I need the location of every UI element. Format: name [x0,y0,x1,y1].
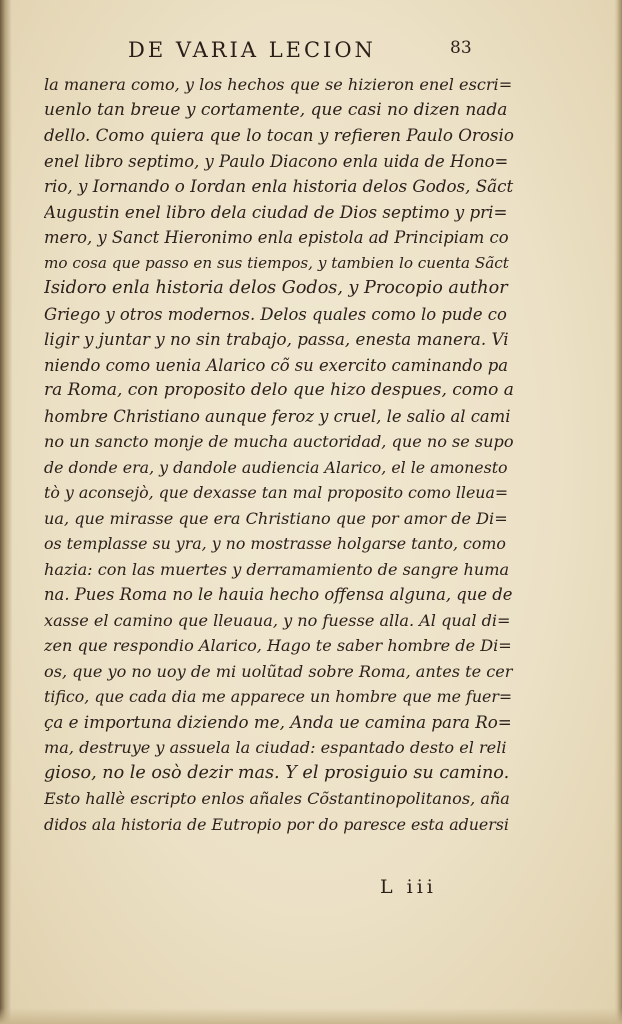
text-line: Augustin enel libro dela ciudad de Dios septimo y pri= [44,201,508,222]
page-gutter-shadow [0,0,12,1024]
text-line: hazia: con las muertes y derramamiento de sangre huma [44,559,510,579]
text-line: mero, y Sanct Hieronimo enla epistola ad Principiam co [44,228,509,247]
text-line: zen que respondio Alarico, Hago te saber hombre de Di= [44,636,512,655]
page-edge [614,0,622,1024]
text-line: uenlo tan breue y cortamente, que casi no dizen nada [44,99,508,120]
text-line: ra Roma, con proposito delo que hizo despues, como a [44,380,514,400]
text-line: de donde era, y dandole audiencia Alarico, el le amonesto [44,457,508,477]
text-line: ligir y juntar y no sin trabajo, passa, enesta manera. Vi [44,329,509,349]
page-bottom-edge [0,1008,622,1024]
text-line: didos ala historia de Eutropio por do paresce esta aduersi [44,814,509,834]
text-line: tò y aconsejò, que dexasse tan mal proposito como lleua= [44,483,509,502]
text-line: no un sancto monje de mucha auctoridad, que no se supo [44,432,514,451]
text-line: ma, destruye y assuela la ciudad: espantado desto el reli [44,738,507,757]
text-line: os, que yo no uoy de mi uolũtad sobre Roma, antes te cer [44,661,513,681]
text-line: mo cosa que passo en sus tiempos, y tambien lo cuenta Sãct [44,253,509,272]
text-line: ça e importuna diziendo me, Anda ue camina para Ro= [44,711,512,732]
page-header [128,38,472,66]
text-line: dello. Como quiera que lo tocan y refieren Paulo Orosio [44,125,514,145]
signature-mark: L iii [380,876,437,898]
text-line: Isidoro enla historia delos Godos, y Procopio author [44,278,508,298]
text-line: Griego y otros modernos. Delos quales como lo pude co [44,304,507,324]
text-line: niendo como uenia Alarico cõ su exercito caminando pa [44,355,508,375]
text-line: Esto hallè escripto enlos añales Cõstantinopolitanos, aña [44,789,510,808]
text-line: tifico, que cada dia me apparece un hombre que me fuer= [44,687,513,706]
text-line: na. Pues Roma no le hauia hecho offensa alguna, que de [44,585,513,604]
text-line: os templasse su yra, y no mostrasse holgarse tanto, como [44,534,506,553]
text-line: hombre Christiano aunque feroz y cruel, le salio al cami [44,406,511,426]
text-line: xasse el camino que lleuaua, y no fuesse alla. Al qual di= [44,610,511,630]
text-line: rio, y Iornando o Iordan enla historia delos Godos, Sãct [44,176,514,196]
page-number: 83 [450,38,472,58]
text-line: la manera como, y los hechos que se hizieron enel escri= [44,75,513,94]
body-text [44,72,514,837]
text-line: ua, que mirasse que era Christiano que por amor de Di= [44,508,508,528]
text-line: enel libro septimo, y Paulo Diacono enla uida de Hono= [44,151,509,171]
running-title: DE VARIA LECION [128,38,376,62]
text-line: gioso, no le osò dezir mas. Y el prosiguio su camino. [44,762,510,783]
